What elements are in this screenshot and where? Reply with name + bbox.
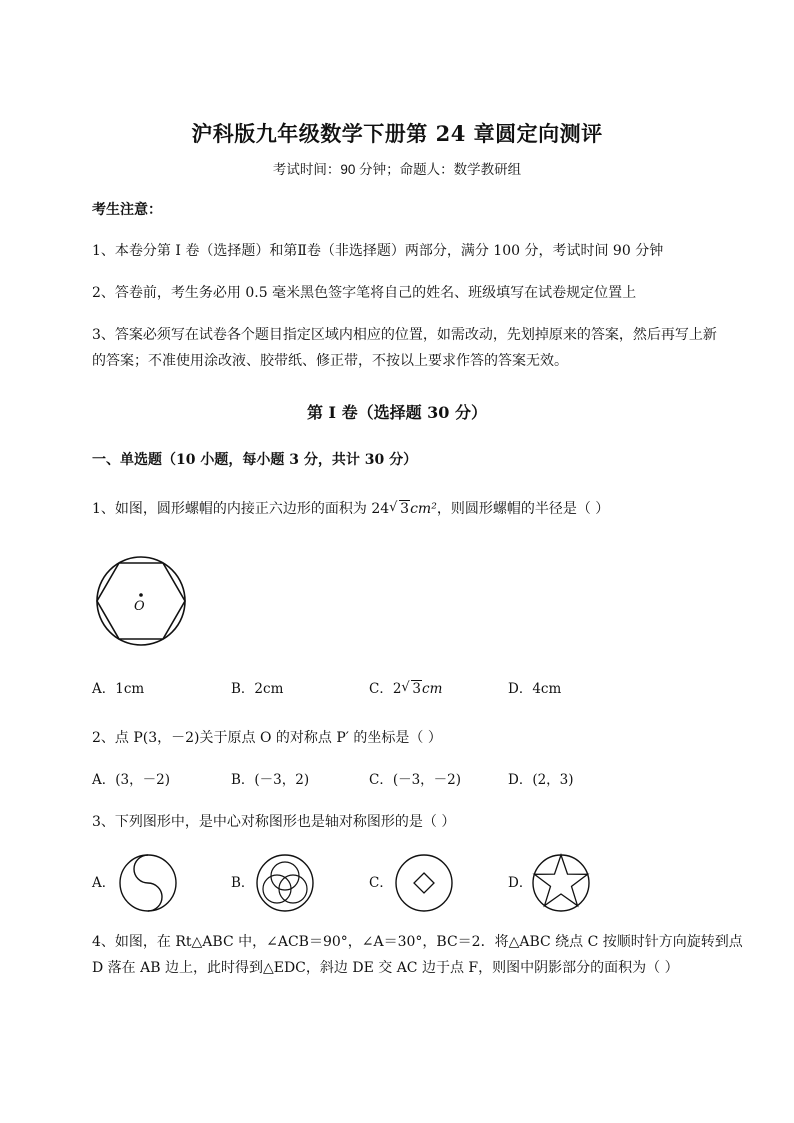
q1-stem-text: 1、如图，圆形螺帽的内接正六边形的面积为 24 xyxy=(92,501,390,517)
q1-unit: cm² xyxy=(410,501,437,517)
q1-option-b[interactable]: B．2cm xyxy=(231,681,284,697)
question-2-stem: 2、点 P(3，－2)关于原点 O 的对称点 P′ 的坐标是（ ） xyxy=(92,730,442,746)
q1-option-c[interactable] xyxy=(369,676,442,702)
q1-option-d[interactable]: D．4cm xyxy=(508,681,562,697)
q2-option-b[interactable]: B．(－3，2) xyxy=(231,772,310,788)
note-item-1: 1、本卷分第 I 卷（选择题）和第Ⅱ卷（非选择题）两部分，满分 100 分，考试时间 90 分钟 xyxy=(92,243,664,259)
yin-yang-icon xyxy=(119,854,177,912)
three-arcs-icon xyxy=(256,854,314,912)
q1-option-a[interactable]: A．1cm xyxy=(92,681,145,697)
note-item-3: 3、答案必须写在试卷各个题目指定区域内相应的位置，如需改动，先划掉原来的答案，然后再写上新 xyxy=(92,327,717,343)
circle-diamond-icon xyxy=(395,854,453,912)
question-4-stem-line1: 4、如图，在 Rt△ABC 中，∠ACB＝90°，∠A＝30°，BC＝2．将△ABC 绕点 C 按顺时针方向旋转到点 xyxy=(92,934,743,950)
q1-option-c-radicand: 3 xyxy=(412,681,422,697)
note-item-3-cont: 的答案；不准使用涂改液、胶带纸、修正带，不按以上要求作答的答案无效。 xyxy=(92,353,568,369)
q1-option-c-unit: cm xyxy=(422,681,443,697)
question-4-stem-line2: D 落在 AB 边上，此时得到△EDC，斜边 DE 交 AC 边于点 F，则图中阴影部分的面积为（ ） xyxy=(92,960,679,976)
q3-option-c[interactable]: C． xyxy=(369,875,393,891)
section-title: 第 I 卷（选择题 30 分） xyxy=(306,403,488,422)
q2-option-d[interactable]: D．(2，3) xyxy=(508,772,574,788)
note-item-2: 2、答卷前，考生务必用 0.5 毫米黑色签字笔将自己的姓名、班级填写在试卷规定位置上 xyxy=(92,285,637,301)
circle-star-icon xyxy=(532,854,590,912)
q3-option-d[interactable]: D． xyxy=(508,875,533,891)
q3-option-a[interactable]: A． xyxy=(92,875,116,891)
exam-info: 考试时间：90 分钟；命题人：数学教研组 xyxy=(272,162,522,177)
q2-option-c[interactable]: C．(－3，－2) xyxy=(369,772,462,788)
notes-heading: 考生注意： xyxy=(92,202,162,218)
sqrt-symbol xyxy=(391,496,410,522)
q1-sqrt-radicand: 3 xyxy=(400,501,410,517)
question-1-stem xyxy=(92,496,609,522)
page-title: 沪科版九年级数学下册第 24 章圆定向测评 xyxy=(191,121,603,146)
q1-option-c-text: C．2 xyxy=(369,681,402,697)
question-3-stem: 3、下列图形中，是中心对称图形也是轴对称图形的是（ ） xyxy=(92,814,456,830)
q3-option-b[interactable]: B． xyxy=(231,875,255,891)
q1-stem-post: ，则圆形螺帽的半径是（ ） xyxy=(436,501,610,517)
part-heading: 一、单选题（10 小题，每小题 3 分，共计 30 分） xyxy=(92,452,418,468)
q2-option-a[interactable]: A．(3，－2) xyxy=(92,772,170,788)
center-label-o: O xyxy=(134,599,145,614)
sqrt-symbol xyxy=(403,676,422,702)
